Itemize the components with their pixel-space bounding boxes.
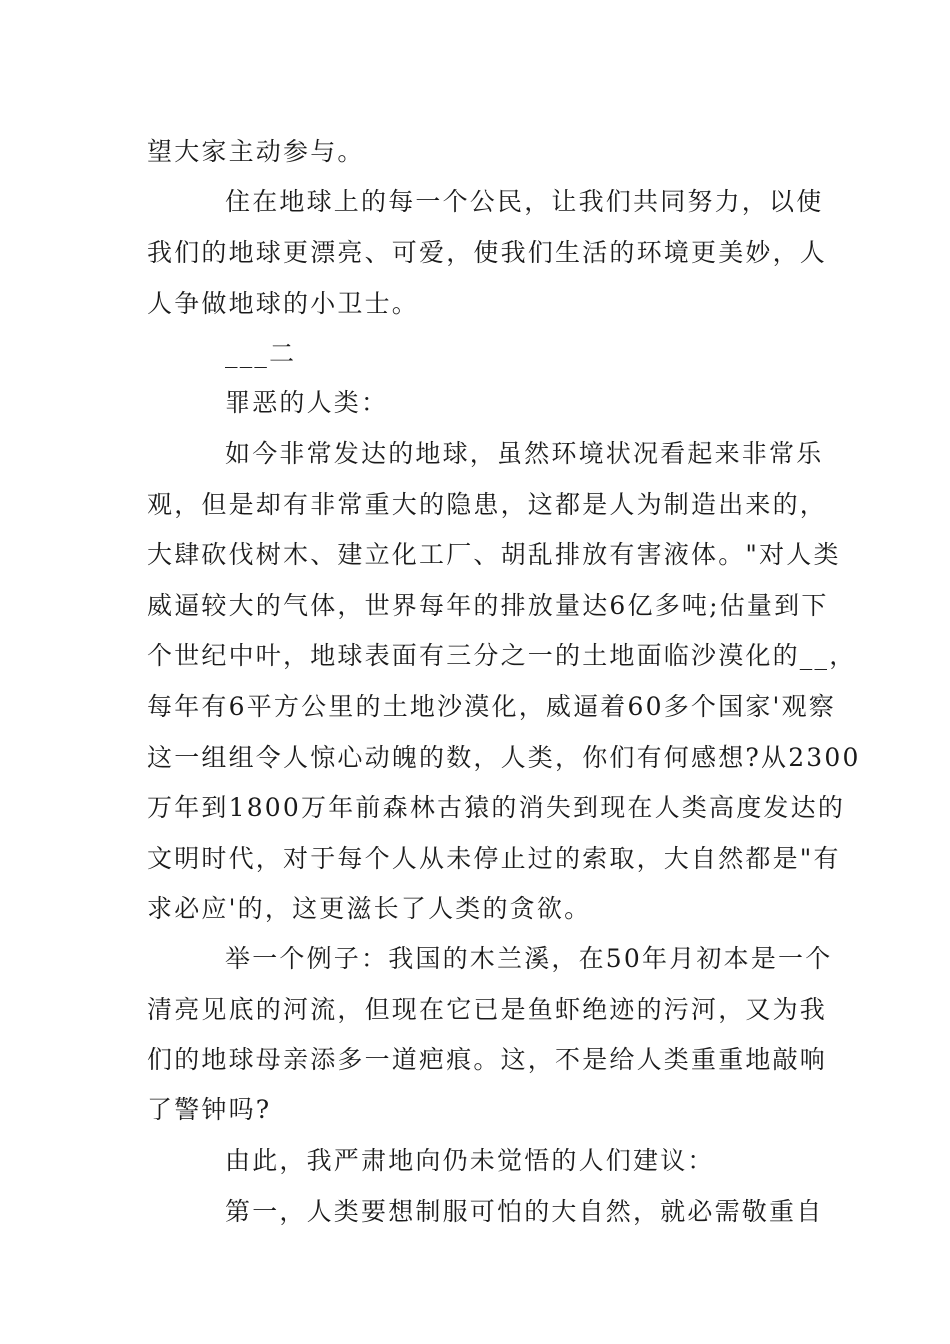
text-line: 每年有6平方公里的土地沙漠化，威逼着60多个国家'观察: [147, 692, 836, 721]
paragraph-first-line: 住在地球上的每一个公民，让我们共同努力，以使: [225, 187, 824, 216]
text-line: 求必应'的，这更滋长了人类的贪欲。: [147, 894, 592, 923]
text-line: 们的地球母亲添多一道疤痕。这，不是给人类重重地敲响: [147, 1045, 828, 1074]
section-heading: ___二: [225, 339, 297, 368]
text-line: 这一组组令人惊心动魄的数，人类，你们有何感想?从2300: [147, 743, 861, 772]
text-line: 文明时代，对于每个人从未停止过的索取，大自然都是"有: [147, 844, 841, 873]
paragraph-first-line: 由此，我严肃地向仍未觉悟的人们建议：: [225, 1146, 715, 1175]
text-line: 清亮见底的河流，但现在它已是鱼虾绝迹的污河，又为我: [147, 995, 828, 1024]
section-title: 罪恶的人类：: [225, 388, 389, 417]
text-line: 人争做地球的小卫士。: [147, 289, 420, 318]
text-line: 万年到1800万年前森林古猿的消失到现在人类高度发达的: [147, 793, 846, 822]
text-line: 望大家主动参与。: [147, 137, 365, 166]
paragraph-first-line: 如今非常发达的地球，虽然环境状况看起来非常乐: [225, 439, 824, 468]
text-line: 观，但是却有非常重大的隐患，这都是人为制造出来的，: [147, 490, 828, 519]
text-line: 大肆砍伐树木、建立化工厂、胡乱排放有害液体。"对人类: [147, 540, 841, 569]
text-line: 我们的地球更漂亮、可爱，使我们生活的环境更美妙，人: [147, 238, 828, 267]
paragraph-first-line: 举一个例子：我国的木兰溪，在50年月初本是一个: [225, 944, 833, 973]
text-line: 个世纪中叶，地球表面有三分之一的土地面临沙漠化的__，: [147, 641, 857, 670]
text-line: 威逼较大的气体，世界每年的排放量达6亿多吨;估量到下: [147, 591, 829, 620]
text-line: 了警钟吗?: [147, 1095, 272, 1124]
paragraph-first-line: 第一，人类要想制服可怕的大自然，就必需敬重自: [225, 1197, 824, 1226]
